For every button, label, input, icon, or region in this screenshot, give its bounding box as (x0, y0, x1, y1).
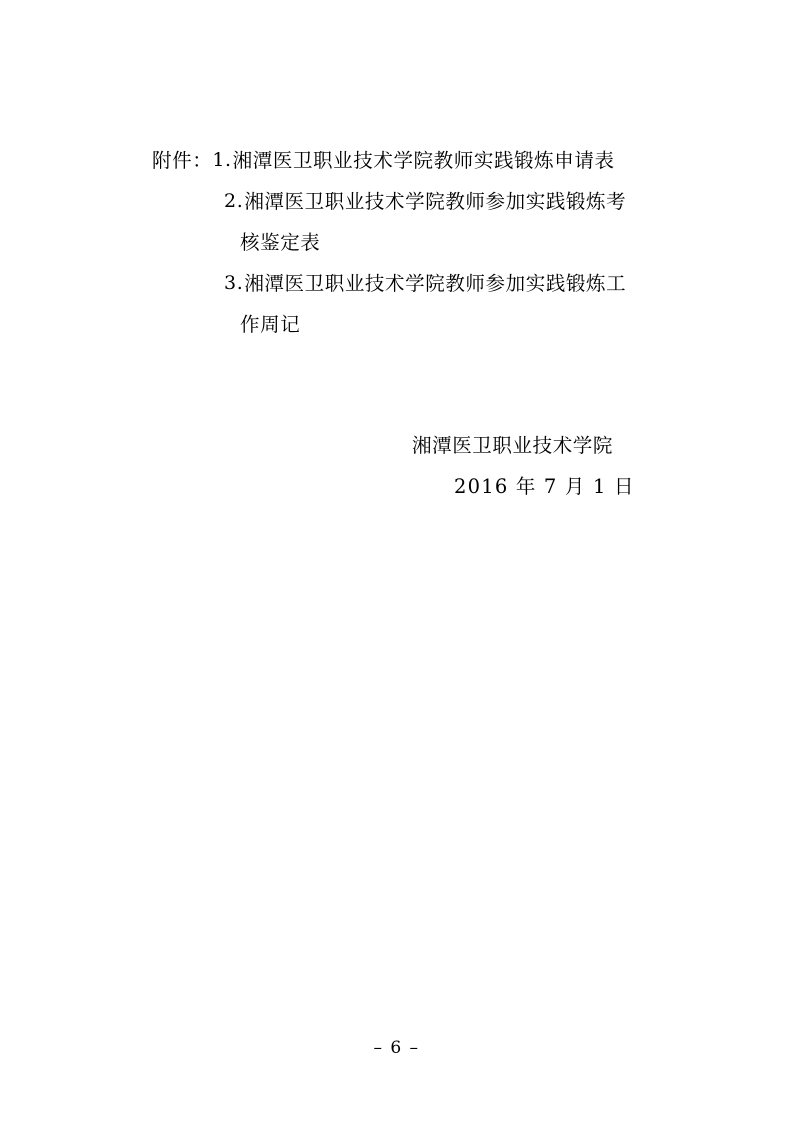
attachment-number: 1. (212, 149, 232, 171)
signature-organization: 湘潭医卫职业技术学院 (412, 434, 614, 457)
attachment-text: 湘潭医卫职业技术学院教师实践锻炼申请表 (232, 149, 615, 172)
attachment-text-continuation: 作周记 (240, 313, 301, 336)
attachment-list (152, 140, 697, 345)
attachment-label: 附件： (152, 149, 213, 172)
attachment-number: 3. (224, 272, 244, 294)
attachment-text: 湘潭医卫职业技术学院教师参加实践锻炼工 (244, 272, 627, 295)
signature-date: 2016 年 7 月 1 日 (454, 475, 635, 498)
attachment-number: 2. (224, 190, 244, 212)
page-number: – 6 – (373, 1038, 420, 1058)
signature-block (412, 425, 635, 507)
attachment-text-continuation: 核鉴定表 (240, 231, 321, 254)
attachment-text: 湘潭医卫职业技术学院教师参加实践锻炼考 (244, 190, 627, 213)
attachment-item-1 (152, 140, 697, 181)
attachment-item-2 (152, 181, 697, 222)
attachment-item-3 (152, 263, 697, 304)
